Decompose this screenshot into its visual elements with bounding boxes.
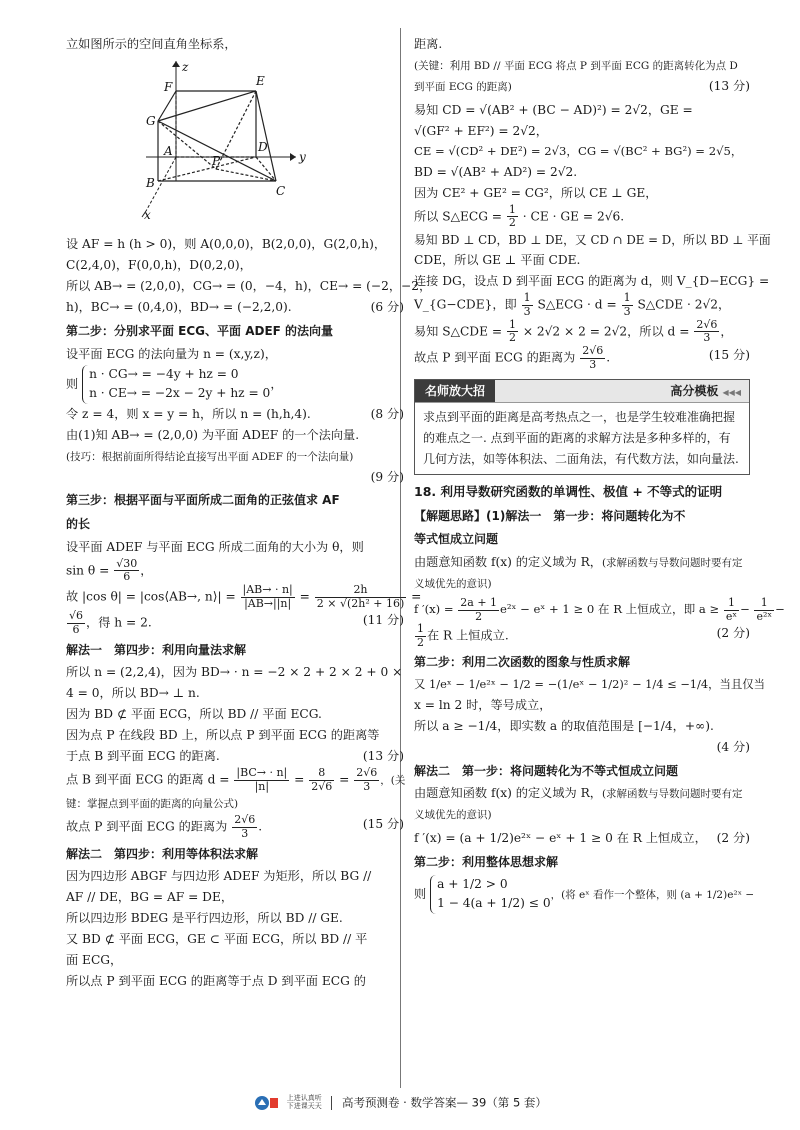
score-mark: (8 分) (370, 406, 404, 421)
fraction: $\frac{2√6}{3}$ (234, 813, 256, 841)
tip-header (415, 380, 749, 403)
fraction: $\frac{1}{2}$ (508, 317, 516, 345)
point-label-A: A (164, 143, 173, 158)
score-mark: (2 分) (716, 626, 750, 641)
equation-line: V_{G−CDE}，即 $\frac{1}{3}$ S△ECG · d = $\frac{1}{3}$ S△CDE · 2√2， (414, 291, 731, 318)
text-line: 又 1/eˣ − 1/e²ˣ − 1/2 = −(1/eˣ − 1/2)² − 1/4 ≤ −1/4，当且仅当 (414, 677, 766, 692)
text-line: 因为 CE² + GE² = CG²，所以 CE ⊥ GE， (414, 185, 658, 200)
step-heading: 解法一 第四步：利用向量法求解 (66, 642, 247, 657)
text-line: h)，BC→ = (0,4,0)，BD→ = (−2,2,0). (6 分) (66, 297, 404, 318)
fraction: $\frac{1}{3}$ (623, 291, 631, 318)
text-line: 易知 BD ⊥ CD，BD ⊥ DE，又 CD ∩ DE = D，所以 BD ⊥ 平面 (414, 233, 771, 248)
equation-brace: n · CG→ = −4y + hz = 0 n · CE→ = −2x − 2y + hz = 0 (82, 365, 270, 404)
point-label-C: C (276, 183, 286, 198)
equation-system: 则 n · CG→ = −4y + hz = 0 n · CE→ = −2x − 2y + hz = 0 ， (66, 365, 404, 404)
score-mark: (9 分) (370, 469, 404, 484)
equation-line: 点 B 到平面 ECG 的距离 d = $\frac{|BC\to \cdot n|}{|n|}$ = $\frac{8}{2√6}$ = $\frac{2√6}{3}$ ，(关 (66, 766, 406, 793)
score-mark: (13 分) (362, 749, 404, 764)
score-mark: (2 分) (716, 831, 750, 846)
axis-label-z: z (182, 59, 189, 74)
point-label-D: D (258, 139, 268, 154)
equation-line: $\frac{√6}{6}$ ，得 h = 2. (11 分) (69, 609, 404, 636)
fraction: $\frac{√6}{6}$ (69, 609, 84, 636)
fraction: $\frac{2h}{\text{2 × √(2h² + 16)}}$ (316, 583, 405, 610)
text-line: 键：掌握点到平面的距离的向量公式) (66, 798, 239, 811)
text-line: 设平面 ADEF 与平面 ECG 所成二面角的大小为 θ，则 (66, 539, 364, 554)
fraction: $\frac{2√6}{3}$ (582, 343, 604, 371)
fraction: $\frac{1}{3}$ (523, 291, 531, 318)
text-line: (技巧：根据前面所得结论直接写出平面 ADEF 的一个法向量) (66, 450, 354, 463)
text-line: 设平面 ECG 的法向量为 n = (x,y,z)， (66, 346, 277, 361)
text-line: 易知 CD = √(AB² + (BC − AD)²) = 2√2，GE = (414, 102, 693, 117)
text-line: x = ln 2 时，等号成立， (414, 697, 552, 712)
fraction: $\frac{1}{2}$ (417, 622, 424, 649)
footer-separator (331, 1096, 332, 1110)
text-block: 由题意知函数 f(x) 的定义域为 R，(求解函数与导数问题时要有定义域优先的意识) (414, 786, 743, 822)
equation-line: 故 |cos θ| = |cos⟨AB→, n⟩| = $\frac{|AB\to \cdot n|}{|AB\to||n|}$ = $\frac{2h}{\text{2 × √(2h² + 16)}}$ = (66, 583, 422, 610)
triangle-arrows-icon: ◀◀◀ (722, 387, 741, 397)
point-label-B: B (146, 175, 155, 190)
fraction: $\frac{1}{\text{e²ˣ}}$ (756, 595, 773, 623)
page-footer (0, 1094, 800, 1112)
text-line: AF // DE，BG = AF = DE， (66, 890, 234, 905)
equation-line: f ′(x) = $\frac{2a + 1}{2}$ e²ˣ − eˣ + 1 ≥ 0 在 R 上恒成立，即 a ≥ $\frac{1}{\text{eˣ}}$ − $\frac{1}{\text{e²ˣ}}$ − (414, 595, 785, 623)
text-line: √(GF² + EF²) = 2√2， (414, 123, 548, 138)
tip-template-label: 高分模板 ◀◀◀ (670, 383, 741, 398)
step-heading: 的长 (66, 517, 91, 532)
point-label-P: P (212, 153, 221, 168)
equation-line: 故点 P 到平面 ECG 的距离为 $\frac{2√6}{3}$ . (15 分) (414, 343, 750, 371)
point-label-G: G (146, 113, 156, 128)
step-heading: 【解题思路】(1)解法一 第一步：将问题转化为不 (414, 508, 686, 523)
text-line: 面 ECG， (66, 953, 123, 968)
equation-line: 易知 S△CDE = $\frac{1}{2}$ × 2√2 × 2 = 2√2，所以 d = $\frac{2√6}{3}$ ， (414, 317, 733, 345)
fraction: $\frac{√30}{6}$ (116, 556, 138, 584)
text-line (66, 467, 404, 488)
text-line: 所以 AB→ = (2,0,0)，CG→ = (0，−4，h)，CE→ = (−2，−2， (66, 278, 432, 293)
fraction: $\frac{2√6}{3}$ (356, 766, 378, 793)
text-line: 所以 n = (2,2,4)，因为 BD→ · n = −2 × 2 + 2 × 2 + 0 × (66, 665, 403, 680)
equation-line: sin θ = $\frac{√30}{6}$ ， (66, 556, 153, 584)
score-mark: (15 分) (708, 347, 750, 362)
point-label-E: E (256, 73, 265, 88)
text-line: 所以点 P 到平面 ECG 的距离等于点 D 到平面 ECG 的 (66, 974, 366, 989)
text-line: 连接 DG，设点 D 到平面 ECG 的距离为 d，则 V_{D−ECG} = (414, 274, 770, 289)
right-column (414, 34, 785, 914)
text-note: (关键：利用 BD // 平面 ECG 将点 P 到平面 ECG 的距离转化为点 D 到平面 ECG 的距离) (13 分) (414, 55, 750, 97)
fraction: $\frac{2√6}{3}$ (696, 317, 718, 345)
text-line: 由(1)知 AB→ = (2,0,0) 为平面 ADEF 的一个法向量. (66, 427, 360, 442)
score-mark: (15 分) (362, 817, 404, 832)
step-heading: 解法二 第四步：利用等体积法求解 (66, 846, 259, 861)
score-mark: (13 分) (708, 78, 750, 93)
text-line: 因为 BD ⊄ 平面 ECG，所以 BD // 平面 ECG. (66, 707, 322, 722)
text-line: 所以 a ≥ −1/4，即实数 a 的取值范围是 [−1/4，+∞). (414, 718, 714, 733)
text-line: C(2,4,0)，F(0,0,h)，D(0,2,0)， (66, 257, 252, 272)
tip-body: 求点到平面的距离是高考热点之一，也是学生较难准确把握的难点之一. 点到平面的距离的求解方法是多种多样的，有几何方法，如等体积法、二面角法，有代数方法，如向量法. (423, 410, 739, 467)
step-heading: 解法二 第一步：将问题转化为不等式恒成立问题 (414, 763, 679, 778)
text-line: 4 = 0，所以 BD→ ⊥ n. (66, 686, 200, 701)
fraction: $\frac{8}{2√6}$ (311, 766, 333, 793)
text-line: 于点 B 到平面 ECG 的距离. (13 分) (66, 746, 404, 767)
footer-text: 高考预测卷 · 数学答案— 39（第 5 套） (342, 1095, 547, 1110)
equation-system: 则 a + 1/2 > 0 1 − 4(a + 1/2) ≤ 0 ，(将 eˣ 看作一个整体，则 (a + 1/2)e²ˣ − (414, 875, 750, 914)
point-label-F: F (164, 79, 173, 94)
question-title: 18. 利用导数研究函数的单调性、极值 + 不等式的证明 (414, 484, 723, 500)
equation-line: $\frac{1}{2}$ 在 R 上恒成立. (2 分) (417, 622, 750, 649)
step-heading: 第二步：利用二次函数的图象与性质求解 (414, 655, 631, 670)
axis-label-x: x (144, 207, 151, 222)
equation-line: 所以 S△ECG = $\frac{1}{2}$ · CE · GE = 2√6. (414, 202, 625, 230)
text-line: f ′(x) = (a + 1/2)e²ˣ − eˣ + 1 ≥ 0 在 R 上恒成立， (2 分) (414, 828, 750, 849)
text-line (414, 737, 750, 758)
fraction: $\frac{|AB\to \cdot n|}{|AB\to||n|}$ (242, 583, 293, 610)
equation-brace: a + 1/2 > 0 1 − 4(a + 1/2) ≤ 0 (430, 875, 551, 914)
tip-tag: 名师放大招 (415, 380, 495, 402)
score-mark: (6 分) (370, 299, 404, 314)
text-line: 因为四边形 ABGF 与四边形 ADEF 为矩形，所以 BG // (66, 869, 372, 884)
text-line: 立如图所示的空间直角坐标系， (66, 37, 237, 51)
score-mark: (4 分) (716, 739, 750, 754)
text-line: 又 BD ⊄ 平面 ECG，GE ⊂ 平面 ECG，所以 BD // 平 (66, 932, 368, 947)
axis-label-y: y (299, 149, 306, 164)
step-heading: 第三步：根据平面与平面所成二面角的正弦值求 AF (66, 493, 340, 508)
text-line: BD = √(AB² + AD²) = 2√2. (414, 164, 578, 179)
teacher-tip-box (414, 379, 750, 475)
publisher-name: 上进认真听 下进课天天 (286, 1094, 322, 1110)
step-heading: 第二步：分别求平面 ECG、平面 ADEF 的法向量 (66, 323, 334, 338)
cuboid-figure (146, 61, 336, 221)
fraction: $\frac{1}{\text{eˣ}}$ (725, 595, 738, 623)
publisher-logo-icon (253, 1094, 279, 1112)
score-mark: (11 分) (362, 613, 404, 628)
text-line: CE = √(CD² + DE²) = 2√3，CG = √(BC² + BG²) = 2√5， (414, 143, 743, 158)
text-line: 设 AF = h (h > 0)，则 A(0,0,0)，B(2,0,0)，G(2,0,h)， (66, 236, 387, 251)
fraction: $\frac{|BC\to \cdot n|}{|n|}$ (236, 766, 288, 793)
step-heading: 第二步：利用整体思想求解 (414, 855, 559, 870)
fraction: $\frac{1}{2}$ (508, 202, 516, 230)
text-line: 令 z = 4，则 x = y = h，所以 n = (h,h,4). (8 分) (66, 404, 404, 425)
fraction: $\frac{2a + 1}{2}$ (460, 595, 498, 623)
step-heading: 等式恒成立问题 (414, 532, 499, 547)
text-block: 由题意知函数 f(x) 的定义域为 R，(求解函数与导数问题时要有定义域优先的意识) (414, 554, 743, 590)
text-line: CDE，所以 GE ⊥ 平面 CDE. (414, 253, 581, 268)
text-line: 因为点 P 在线段 BD 上，所以点 P 到平面 ECG 的距离等 (66, 728, 380, 743)
text-line: 所以四边形 BDEG 是平行四边形，所以 BD // GE. (66, 911, 343, 926)
equation-line: 故点 P 到平面 ECG 的距离为 $\frac{2√6}{3}$ . (15 分) (66, 813, 404, 841)
text-line: 距离. (414, 37, 443, 51)
